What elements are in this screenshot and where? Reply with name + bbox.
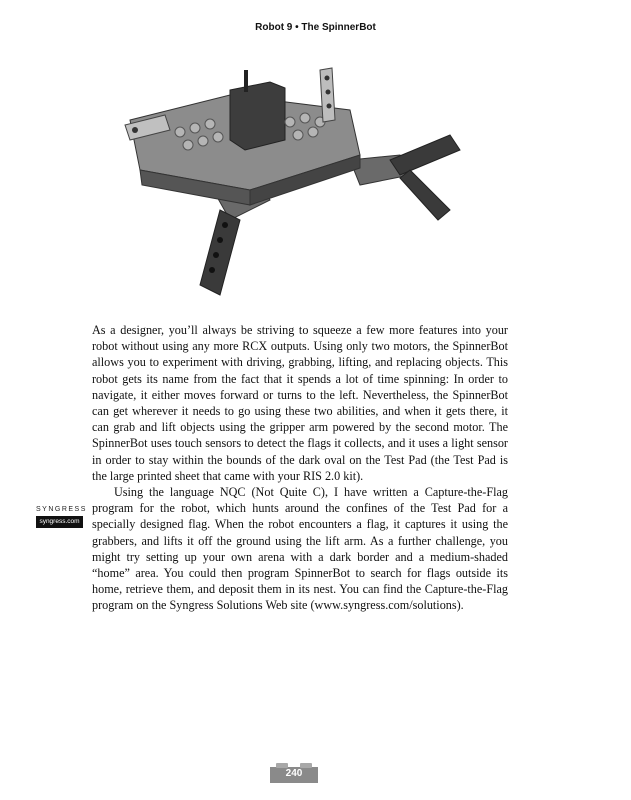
body-text — [92, 322, 508, 614]
paragraph: Using the language NQC (Not Quite C), I have written a Capture-the-Flag program for the robot, which hunts around the confines of the Test Pad for a specially designed flag. When the robot encounters a flag, it captures it using the grabbers, and lifts it off the ground using the lift arm. As a further challenge, you might try setting up your own arena with a dark border and a medium-shaded “home” area. You could then program SpinnerBot to search for flags outside its home, retrieve them, and deposit them in its nest. You can find the Capture-the-Flag program on the Syngress Solutions Web site (www.syngress.com/solutions). — [92, 485, 508, 613]
spinnerbot-illustration — [120, 60, 510, 310]
syngress-url-badge: syngress.com — [36, 516, 83, 528]
syngress-logo — [36, 506, 92, 528]
page-number-badge — [270, 763, 318, 783]
page-number: 240 — [285, 768, 303, 779]
paragraph: As a designer, you’ll always be striving to squeeze a few more features into your robot without using any more RCX outputs. Using only two motors, the SpinnerBot allows you to experiment with driving, grabbing, lifting, and replacing objects. This robot gets its name from the fact that it spends a lot of time spinning: In order to navigate, it either moves forward or turns to the left. Nevertheless, the SpinnerBot can get wherever it needs to go using these two abilities, and when it gets there, it can grab and lift objects using the gripper arm powered by the second motor. The SpinnerBot uses touch sensors to detect the flags it collects, and it uses a light sensor in order to stay within the bounds of the dark oval on the Test Pad (the Test Pad is the large printed sheet that came with your RIS 2.0 kit). — [92, 323, 508, 483]
running-header: Robot 9 • The SpinnerBot — [255, 22, 376, 33]
syngress-wordmark: SYNGRESS — [36, 506, 87, 513]
